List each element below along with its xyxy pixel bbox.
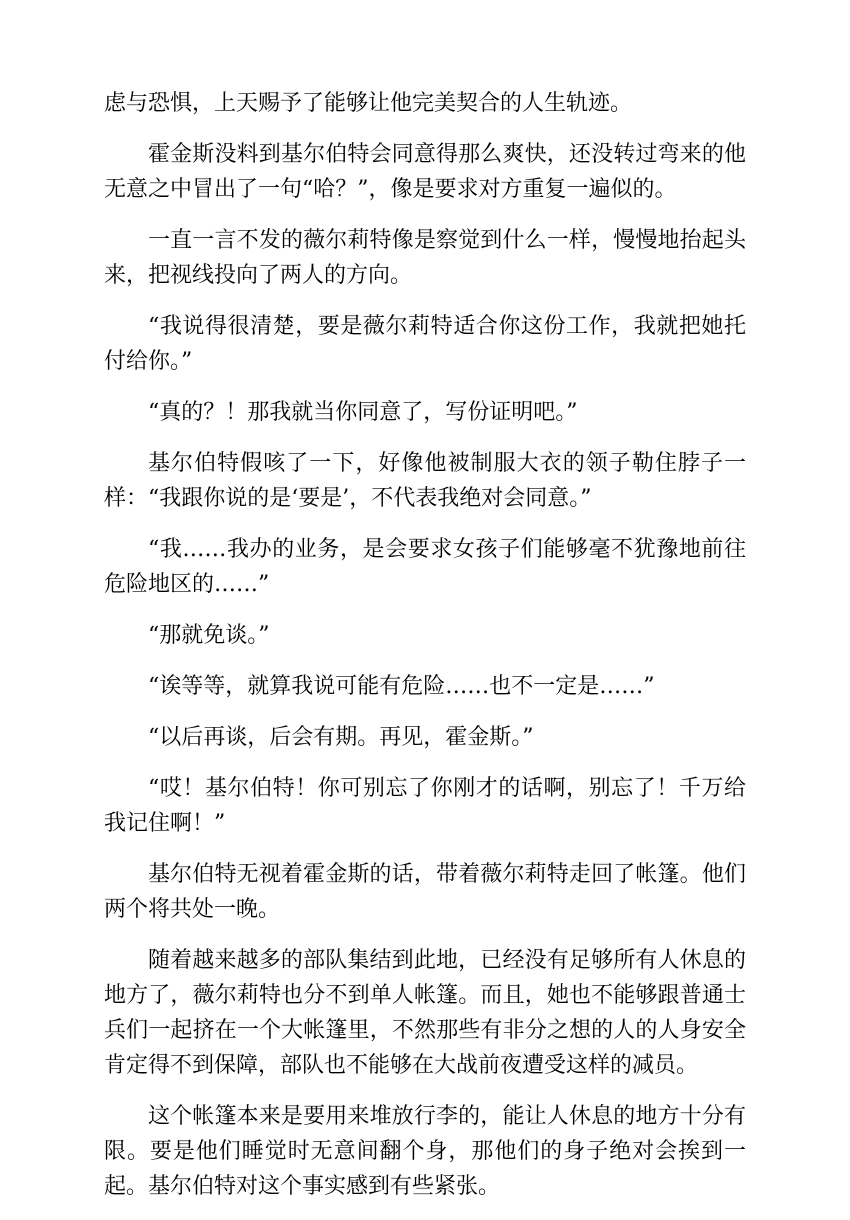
paragraph: “以后再谈，后会有期。再见，霍金斯。” (148, 725, 534, 750)
paragraph: “真的？！那我就当你同意了，写份证明吧。” (148, 400, 578, 425)
document-page (104, 86, 746, 1220)
paragraph: 基尔伯特假咳了一下，好像他被制服大衣的领子勒住脖子一样：“我跟你说的是‘要是’，不代表我绝对会同意。” (104, 451, 746, 511)
paragraph: “哎！基尔伯特！你可别忘了你刚才的话啊，别忘了！千万给我记住啊！” (104, 776, 746, 836)
paragraph: “我说得很清楚，要是薇尔莉特适合你这份工作，我就把她托付给你。” (104, 314, 746, 374)
paragraph: 霍金斯没料到基尔伯特会同意得那么爽快，还没转过弯来的他无意之中冒出了一句“哈？”，像是要求对方重复一遍似的。 (104, 142, 746, 202)
paragraph: 随着越来越多的部队集结到此地，已经没有足够所有人休息的地方了，薇尔莉特也分不到单人帐篷。而且，她也不能够跟普通士兵们一起挤在一个大帐篷里，不然那些有非分之想的人的人身安全肯定得不到保障，部队也不能够在大战前夜遭受这样的减员。 (104, 948, 746, 1078)
paragraph: 这个帐篷本来是要用来堆放行李的，能让人休息的地方十分有限。要是他们睡觉时无意间翻个身，那他们的身子绝对会挨到一起。基尔伯特对这个事实感到有些紧张。 (104, 1104, 746, 1199)
paragraph: 基尔伯特无视着霍金斯的话，带着薇尔莉特走回了帐篷。他们两个将共处一晚。 (104, 862, 746, 922)
paragraph: “我……我办的业务，是会要求女孩子们能够毫不犹豫地前往危险地区的……” (104, 537, 746, 597)
paragraph: “那就免谈。” (148, 623, 270, 648)
paragraph: 虑与恐惧，上天赐予了能够让他完美契合的人生轨迹。 (104, 91, 633, 116)
paragraph: 一直一言不发的薇尔莉特像是察觉到什么一样，慢慢地抬起头来，把视线投向了两人的方向。 (104, 228, 746, 288)
paragraph: “诶等等，就算我说可能有危险……也不一定是……” (148, 674, 655, 699)
